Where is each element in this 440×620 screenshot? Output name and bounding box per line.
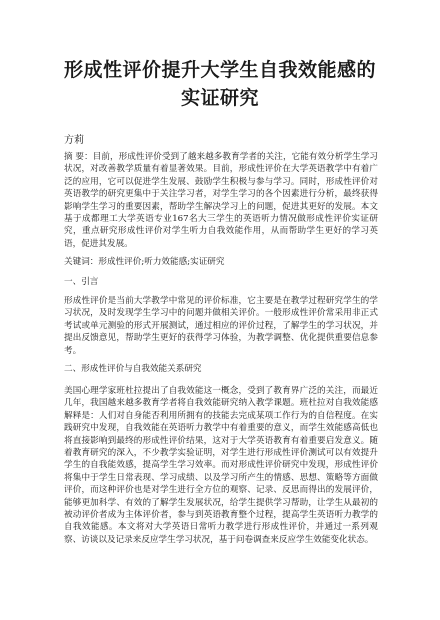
section-body-2: 美国心理学家班杜拉提出了自我效能这一概念，受到了教育界广泛的关注，而最近几年，我国越来越多教育学者将自我效能研究纳入教学课题。班杜拉对自我效能感解释是：人们对自身能否利用所拥有的技能去完成某项工作行为的自信程度。在实践研究中发现，自我效能在英语听力教学中有着重要的意义，而学生效能感高低也将直接影响到最终的形成性评价结果，这对于大学英语教育有着重要启发意义。随着教育研究的深入，不少教学实验证明，对学生进行形成性评价测试可以有效提升学生的自我能效感，提高学生学习效率。而对形成性评价研究中发现，形成性评价将集中于学生日常表现、学习成绩、以及学习所产生的情感、思想、策略等方面做评价，而这种评价也是对学生进行全方位的观察、记录、反思而得出的发展评价，能够更加科学、有效的了解学生发展状况，给学生提供学习帮助，让学生从最初的被动评价者成为主体评价者，参与到英语教育整个过程，提高学生英语听力教学的自我效能感。本文将对大学英语日常听力教学进行形成性评价，并通过一系列观察、访谈以及记录来反应学生学习状况，基于问卷调查来反应学生效能变化状态。 [64, 386, 378, 545]
author-name: 方莉 [64, 135, 84, 146]
section-heading-1: 一、引言 [64, 277, 99, 287]
section-heading-2: 二、形成性评价与自我效能关系研究 [64, 364, 202, 374]
keywords-line: 关键词：形成性评价;听力效能感;实证研究 [64, 257, 225, 267]
abstract-paragraph: 摘 要：目前，形成性评价受到了越来越多教育学者的关注，它能有效分析学生学习状况，对改善教学质量有着显著效果。目前，形成性评价在大学英语教学中有着广泛的应用，它可以促进学生发展、鼓励学生积极与参与学习。同时，形成性评价对英语教学的研究更集中于关注学习者，对学生学习的各个因素进行分析，最终获得影响学生学习的重要因素，帮助学生解决学习上的问题，促进其更好的发展。本文基于成都理工大学英语专业167名大三学生的英语听力情况做形成性评价实证研究，重点研究形成性评价对学生听力自我效能作用，从而帮助学生更好的学习英语，促进其发展。 [64, 152, 378, 249]
section-body-1: 形成性评价是当前大学教学中常见的评价标准，它主要是在教学过程研究学生的学习状况，及时发现学生学习中的问题并做相关评价。一般形成性评价常采用非正式考试或单元测验的形式开展测试，通过相应的评价过程，了解学生的学习状况，并提出反馈意见，帮助学生更好的获得学习体验，为教学调整、优化提供重要信息参考。 [64, 296, 378, 356]
paper-title: 形成性评价提升大学生自我效能感的实证研究 [63, 59, 376, 109]
